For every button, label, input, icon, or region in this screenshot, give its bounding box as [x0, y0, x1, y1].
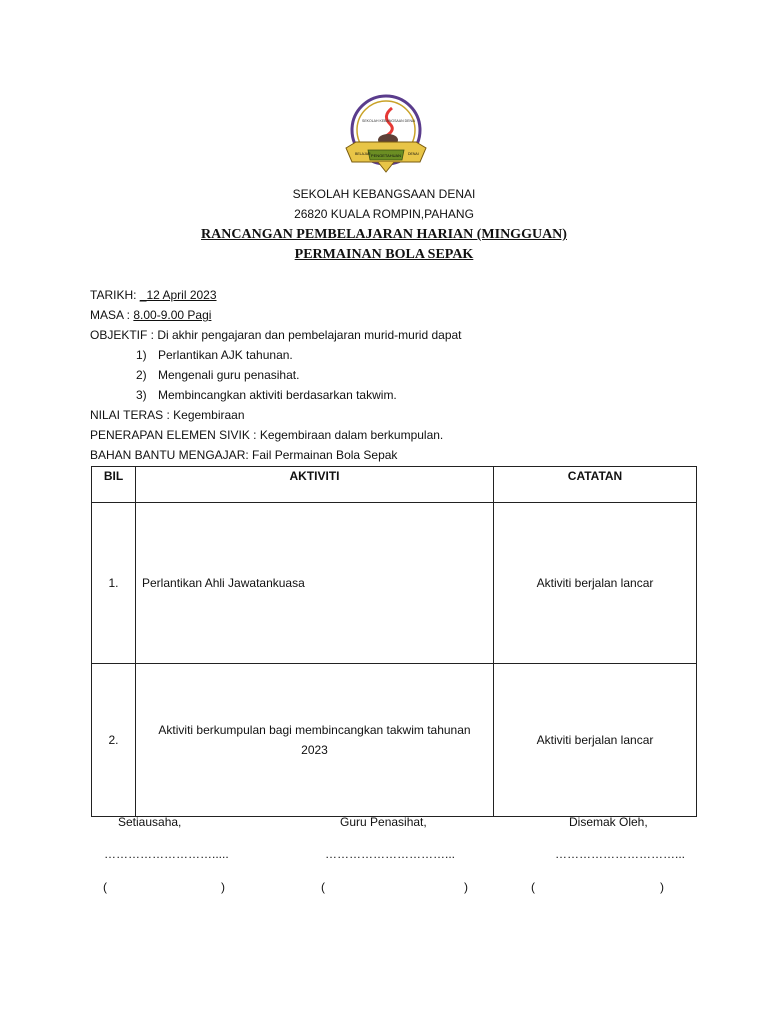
signature-role: Guru Penasihat,	[340, 815, 427, 829]
cell-catatan: Aktiviti berjalan lancar	[494, 664, 697, 817]
tarikh-value: _12 April 2023	[139, 288, 217, 302]
header-catatan: CATATAN	[494, 467, 697, 503]
signature-line: …………………………...	[555, 847, 686, 861]
header-bil: BIL	[92, 467, 136, 503]
logo-text-top: SEKOLAH KEBANGSAAN DENAI	[362, 119, 416, 123]
signature-role: Disemak Oleh,	[569, 815, 648, 829]
tarikh-label: TARIKH:	[90, 288, 137, 302]
masa-label: MASA :	[90, 308, 131, 322]
objective-number: 2)	[136, 368, 147, 382]
tarikh-line	[90, 288, 217, 302]
table-row	[92, 664, 697, 817]
activity-table	[91, 466, 697, 817]
bahan-line: BAHAN BANTU MENGAJAR: Fail Permainan Bola Sepak	[90, 448, 398, 462]
objective-item	[136, 368, 299, 382]
logo-ribbon-left: BELAJAR	[355, 152, 371, 156]
cell-aktiviti: Perlantikan Ahli Jawatankuasa	[136, 503, 494, 664]
name-paren-close: )	[464, 880, 468, 894]
logo-ribbon-right: DENAI	[408, 152, 419, 156]
objective-number: 3)	[136, 388, 147, 402]
cell-bil: 2.	[92, 664, 136, 817]
nilai-line: NILAI TERAS : Kegembiraan	[90, 408, 245, 422]
cell-aktiviti: Aktiviti berkumpulan bagi membincangkan takwim tahunan 2023	[136, 664, 494, 817]
objective-text: Membincangkan aktiviti berdasarkan takwim.	[158, 388, 397, 402]
logo-ribbon-center: PENGETAHUAN	[370, 153, 402, 158]
name-paren-open: (	[531, 880, 535, 894]
objective-text: Perlantikan AJK tahunan.	[158, 348, 293, 362]
signature-role: Setiausaha,	[118, 815, 182, 829]
page-subtitle: PERMAINAN BOLA SEPAK	[294, 247, 474, 262]
objective-number: 1)	[136, 348, 147, 362]
cell-catatan: Aktiviti berjalan lancar	[494, 503, 697, 664]
table-row	[92, 503, 697, 664]
objective-item	[136, 388, 397, 402]
signature-line: ……………………….....	[104, 847, 229, 861]
penerapan-line: PENERAPAN ELEMEN SIVIK : Kegembiraan dalam berkumpulan.	[90, 428, 444, 442]
name-paren-close: )	[660, 880, 664, 894]
signature-line: …………………………...	[325, 847, 456, 861]
cell-bil: 1.	[92, 503, 136, 664]
page-title: RANCANGAN PEMBELAJARAN HARIAN (MINGGUAN)	[201, 227, 567, 242]
masa-line	[90, 308, 211, 322]
masa-value: 8.00-9.00 Pagi	[133, 308, 212, 322]
table-header-row	[92, 467, 697, 503]
name-paren-open: (	[321, 880, 325, 894]
objektif-line: OBJEKTIF : Di akhir pengajaran dan pembelajaran murid-murid dapat	[90, 328, 462, 342]
objective-item	[136, 348, 293, 362]
header-aktiviti: AKTIVITI	[136, 467, 494, 503]
name-paren-close: )	[221, 880, 225, 894]
school-logo	[342, 92, 430, 178]
school-name: SEKOLAH KEBANGSAAN DENAI	[292, 187, 476, 201]
name-paren-open: (	[103, 880, 107, 894]
objective-text: Mengenali guru penasihat.	[158, 368, 300, 382]
school-address: 26820 KUALA ROMPIN,PAHANG	[294, 207, 474, 221]
